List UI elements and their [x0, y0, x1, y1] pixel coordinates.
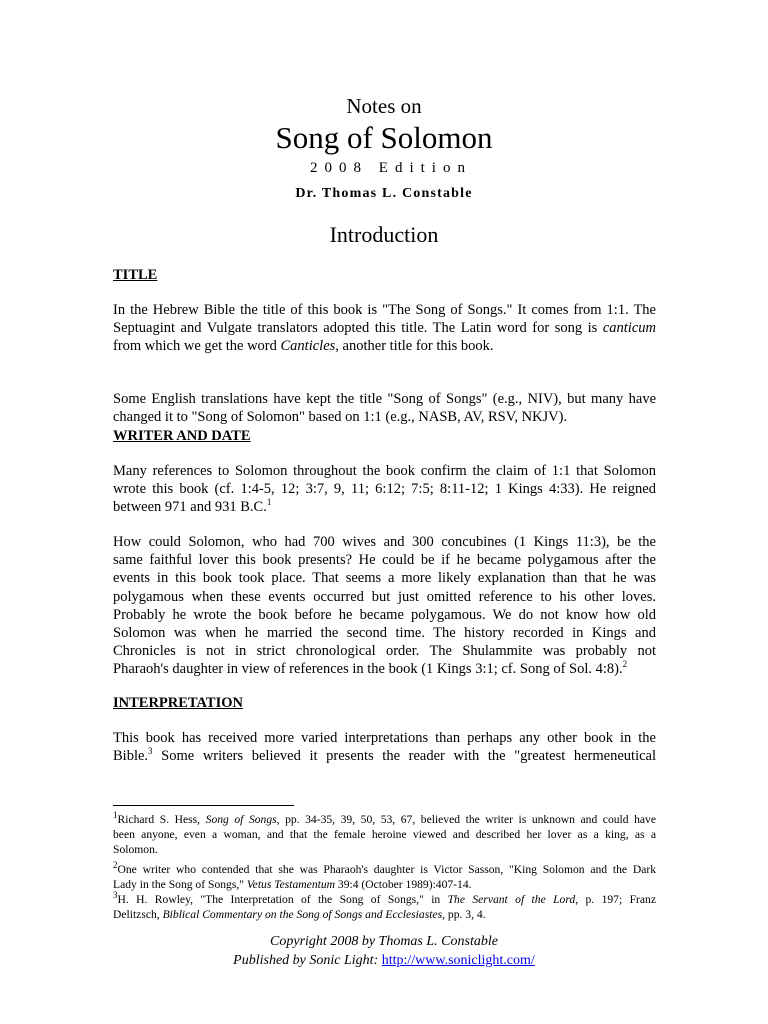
- text-line: How could Solomon, who had 700 wives and 300 concubines (1 Kings 11:3), be the: [113, 534, 656, 550]
- text-line: Septuagint and Vulgate translators adopted this title. The Latin word for song is canticum: [113, 320, 656, 337]
- text-line: same faithful lover this book presents? He could be if he became polygamous after the: [113, 552, 656, 569]
- footnote-number: 3: [113, 890, 118, 901]
- publisher-line: Published by Sonic Light: http://www.soniclight.com/: [233, 953, 535, 968]
- footnote-reference[interactable]: 3: [148, 746, 153, 757]
- footnote-3: [113, 892, 656, 922]
- footnote-line: been anyone, even a woman, and that the female heroine viewed and described her lover as a king, as a: [113, 828, 656, 842]
- paragraph-writer-1: [113, 462, 656, 517]
- footnote-line: Delitzsch, Biblical Commentary on the Song of Songs and Ecclesiastes, pp. 3, 4.: [113, 908, 486, 922]
- footnote-2: [113, 862, 656, 892]
- text-line: Some English translations have kept the title "Song of Songs" (e.g., NIV), but many have: [113, 391, 656, 407]
- footnote-number: 2: [113, 860, 118, 871]
- italic-term: canticum: [602, 320, 656, 337]
- text-line: Pharaoh's daughter in view of references in the book (1 Kings 3:1; cf. Song of Sol. 4:8).$^2$: [113, 659, 628, 678]
- copyright-notice: Copyright 2008 by Thomas L. Constable: [270, 934, 498, 949]
- footnote-reference[interactable]: 1: [266, 497, 272, 508]
- footnote-reference[interactable]: 2: [622, 659, 628, 670]
- website-link[interactable]: http://www.soniclight.com/: [381, 953, 535, 968]
- heading-interpretation: INTERPRETATION: [113, 695, 243, 711]
- text-line: between 971 and 931 B.C.$^1$: [113, 497, 272, 516]
- heading-writer-and-date: WRITER AND DATE: [113, 428, 251, 444]
- text-line: Probably he wrote the book before he became polygamous. We do not know how old: [113, 606, 656, 623]
- author-name: Dr. Thomas L. Constable: [295, 186, 473, 201]
- footnote-line: $^2$One writer who contended that she was Pharaoh's daughter is Victor Sasson, "King Solomon and the Dark: [113, 860, 656, 876]
- footnote-number: 1: [113, 810, 118, 821]
- text-line: Bible.$^3$ Some writers believed it presents the reader with the "greatest hermeneutical: [113, 746, 656, 765]
- text-line: Chronicles is not in strict chronological order. The Shulammite was probably not: [113, 643, 656, 660]
- paragraph-interpretation-1: [113, 729, 656, 765]
- footnote-divider: [113, 805, 294, 806]
- footnote-line: Lady in the Song of Songs," Vetus Testamentum 39:4 (October 1989):407-14.: [113, 878, 472, 892]
- edition-label: 2008 Edition: [310, 160, 472, 176]
- book-title: Song of Solomon: [275, 120, 493, 155]
- text-line: Solomon was when he married the second time. The history recorded in Kings and: [113, 625, 656, 642]
- footnote-line: $^1$Richard S. Hess, Song of Songs, pp. 34-35, 39, 50, 53, 67, believed the writer is unknown and could have: [113, 810, 656, 826]
- paragraph-title-1: [113, 301, 656, 356]
- italic-term: Canticles: [280, 338, 336, 355]
- text-line: events in this book took place. That seems a more likely explanation than that he was: [113, 570, 656, 587]
- text-line: Many references to Solomon throughout the book confirm the claim of 1:1 that Solomon: [113, 463, 656, 479]
- text-line: In the Hebrew Bible the title of this book is "The Song of Songs." It comes from 1:1. The: [113, 302, 656, 318]
- text-line: wrote this book (cf. 1:4-5, 12; 3:7, 9, 11; 6:12; 7:5; 8:11-12; 1 Kings 4:33). He reigned: [113, 481, 656, 498]
- paragraph-title-2: [113, 390, 656, 426]
- text-line: polygamous when these events occurred but just omitted reference to his other loves.: [113, 588, 656, 605]
- heading-title: TITLE: [113, 267, 158, 283]
- footnote-1: [113, 812, 656, 858]
- footnote-line: $^3$H. H. Rowley, "The Interpretation of the Song of Songs," in The Servant of the Lord, p. 197; Franz: [113, 890, 656, 906]
- text-line: from which we get the word Canticles, another title for this book.: [113, 338, 494, 355]
- text-line: changed it to "Song of Solomon" based on 1:1 (e.g., NASB, AV, RSV, NKJV).: [113, 409, 568, 426]
- section-title: Introduction: [329, 222, 439, 247]
- paragraph-writer-2: [113, 533, 656, 679]
- notes-on-label: Notes on: [346, 94, 422, 118]
- text-line: This book has received more varied interpretations than perhaps any other book in the: [113, 730, 656, 746]
- footnote-line: Solomon.: [113, 843, 158, 857]
